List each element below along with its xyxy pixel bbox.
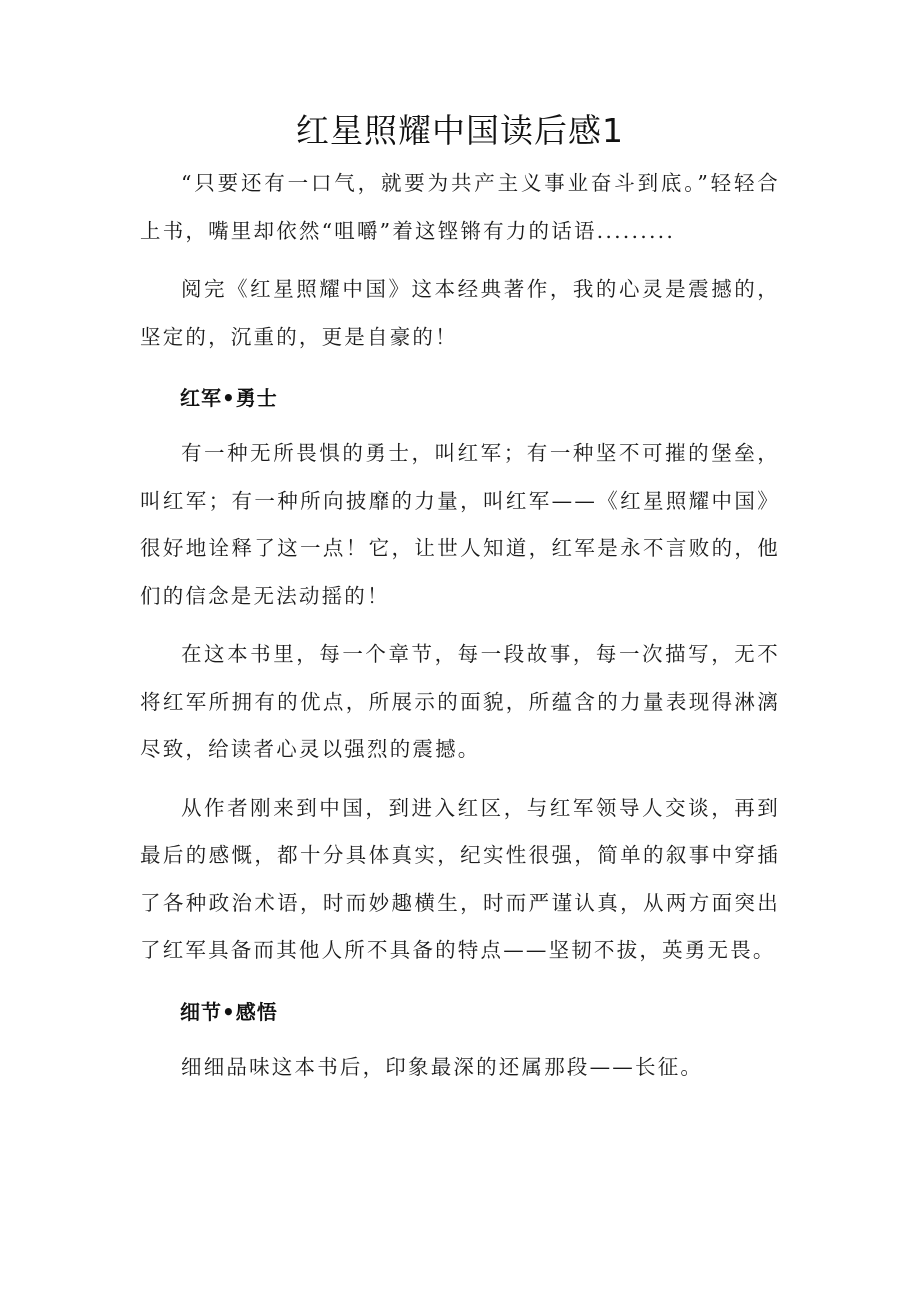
section-heading-red-army: 红军•勇士 xyxy=(180,386,278,410)
body-paragraph: 有一种无所畏惧的勇士，叫红军；有一种坚不可摧的堡垒，叫红军；有一种所向披靡的力量，叫红军——《红星照耀中国》很好地诠释了这一点！它，让世人知道，红军是永不言败的，他们的信念是无法动摇的！ xyxy=(140,441,780,608)
document-body xyxy=(140,160,780,1091)
intro-paragraph: 阅完《红星照耀中国》这本经典著作，我的心灵是震撼的，坚定的，沉重的，更是自豪的！ xyxy=(140,277,780,349)
body-paragraph: 细细品味这本书后，印象最深的还属那段——长征。 xyxy=(181,1054,704,1079)
body-paragraph: 在这本书里，每一个章节，每一段故事，每一次描写，无不将红军所拥有的优点，所展示的面貌，所蕴含的力量表现得淋漓尽致，给读者心灵以强烈的震撼。 xyxy=(140,642,780,761)
intro-paragraph: “只要还有一口气，就要为共产主义事业奋斗到底。”轻轻合上书，嘴里却依然“咀嚼”着这铿锵有力的话语......... xyxy=(140,171,780,243)
section-heading-details: 细节•感悟 xyxy=(180,999,278,1024)
body-paragraph: 从作者刚来到中国，到进入红区，与红军领导人交谈，再到最后的感慨，都十分具体真实，纪实性很强，简单的叙事中穿插了各种政治术语，时而妙趣横生，时而严谨认真，从两方面突出了红军具备而其他人所不具备的特点——坚韧不拔，英勇无畏。 xyxy=(140,795,780,962)
document-title: 红星照耀中国读后感1 xyxy=(296,111,624,150)
